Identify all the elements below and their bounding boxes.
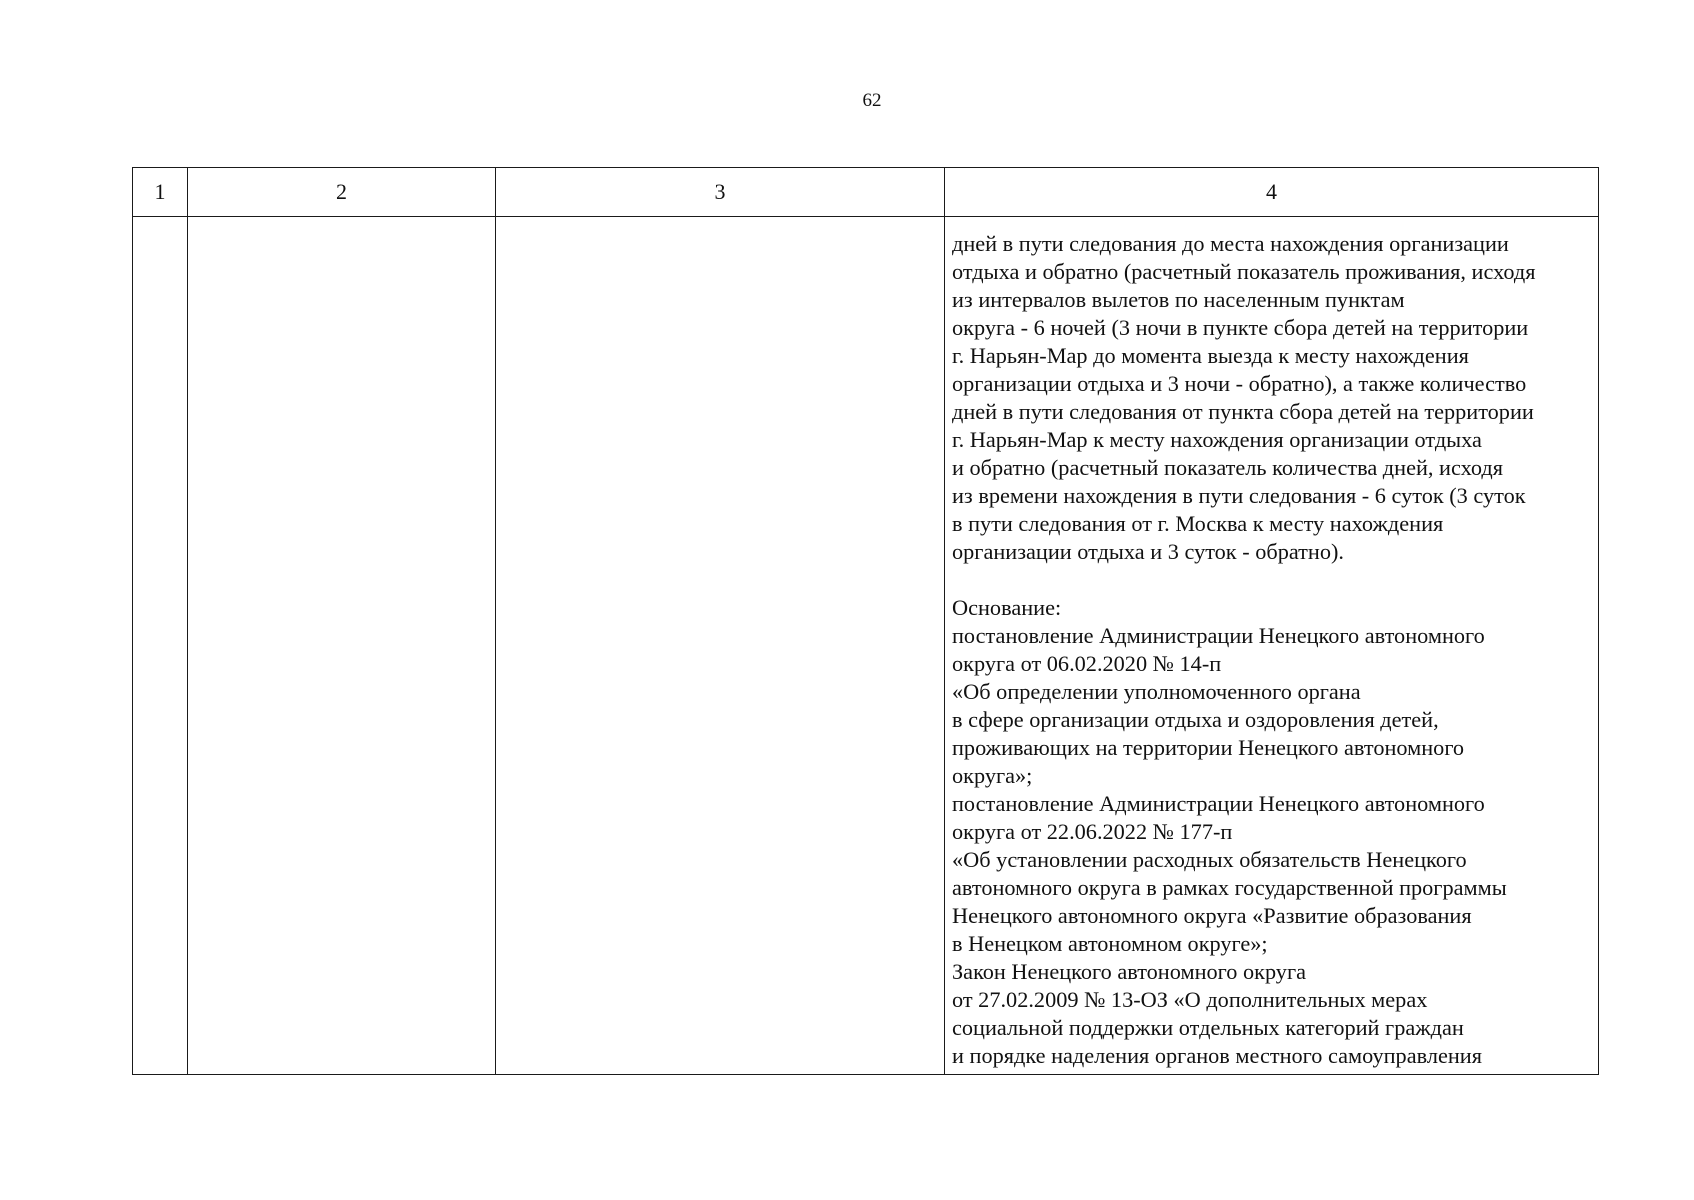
table-header-row	[133, 168, 1599, 217]
text-line: г. Нарьян-Мар к месту нахождения организации отдыха	[952, 427, 1482, 452]
cell-column-3	[496, 217, 945, 1075]
text-line: Ненецкого автономного округа «Развитие образования	[952, 903, 1472, 928]
document-table	[132, 167, 1599, 1075]
text-line: организации отдыха и 3 суток - обратно).	[952, 539, 1345, 564]
text-line: от 27.02.2009 № 13-ОЗ «О дополнительных мерах	[952, 987, 1428, 1012]
text-line: из времени нахождения в пути следования - 6 суток (3 суток	[952, 483, 1526, 508]
paragraph-spacer	[952, 566, 1590, 594]
text-line: округа от 22.06.2022 № 177-п	[952, 819, 1233, 844]
text-line: «Об установлении расходных обязательств Ненецкого	[952, 847, 1467, 872]
table-row	[133, 217, 1599, 1075]
paragraph-2	[952, 594, 1590, 1070]
column-header-3: 3	[496, 168, 945, 217]
text-line: в пути следования от г. Москва к месту нахождения	[952, 511, 1444, 536]
text-line: организации отдыха и 3 ночи - обратно), а также количество	[952, 371, 1527, 396]
text-line: и обратно (расчетный показатель количества дней, исходя	[952, 455, 1503, 480]
text-line: постановление Администрации Ненецкого автономного	[952, 623, 1485, 648]
text-line: Основание:	[952, 595, 1062, 620]
text-line: из интервалов вылетов по населенным пунктам	[952, 287, 1405, 312]
text-line: округа от 06.02.2020 № 14-п	[952, 651, 1222, 676]
column-header-1: 1	[133, 168, 188, 217]
text-line: социальной поддержки отдельных категорий граждан	[952, 1015, 1464, 1040]
cell-column-4	[945, 217, 1599, 1075]
text-line: округа»;	[952, 763, 1033, 788]
text-line: дней в пути следования до места нахождения организации	[952, 231, 1509, 256]
paragraph-1	[952, 230, 1590, 566]
text-line: Закон Ненецкого автономного округа	[952, 959, 1306, 984]
page-number: 62	[862, 90, 882, 111]
text-line: автономного округа в рамках государственной программы	[952, 875, 1507, 900]
text-line: постановление Администрации Ненецкого автономного	[952, 791, 1485, 816]
text-line: в Ненецком автономном округе»;	[952, 931, 1268, 956]
cell-column-2	[188, 217, 496, 1075]
column-4-text	[945, 217, 1598, 1070]
text-line: «Об определении уполномоченного органа	[952, 679, 1361, 704]
text-line: проживающих на территории Ненецкого автономного	[952, 735, 1465, 760]
text-line: дней в пути следования от пункта сбора детей на территории	[952, 399, 1534, 424]
text-line: отдыха и обратно (расчетный показатель проживания, исходя	[952, 259, 1536, 284]
cell-column-1	[133, 217, 188, 1075]
column-header-4: 4	[945, 168, 1599, 217]
column-header-2: 2	[188, 168, 496, 217]
text-line: в сфере организации отдыха и оздоровления детей,	[952, 707, 1439, 732]
text-line: и порядке наделения органов местного самоуправления	[952, 1043, 1482, 1068]
text-line: г. Нарьян-Мар до момента выезда к месту нахождения	[952, 343, 1469, 368]
text-line: округа - 6 ночей (3 ночи в пункте сбора детей на территории	[952, 315, 1529, 340]
